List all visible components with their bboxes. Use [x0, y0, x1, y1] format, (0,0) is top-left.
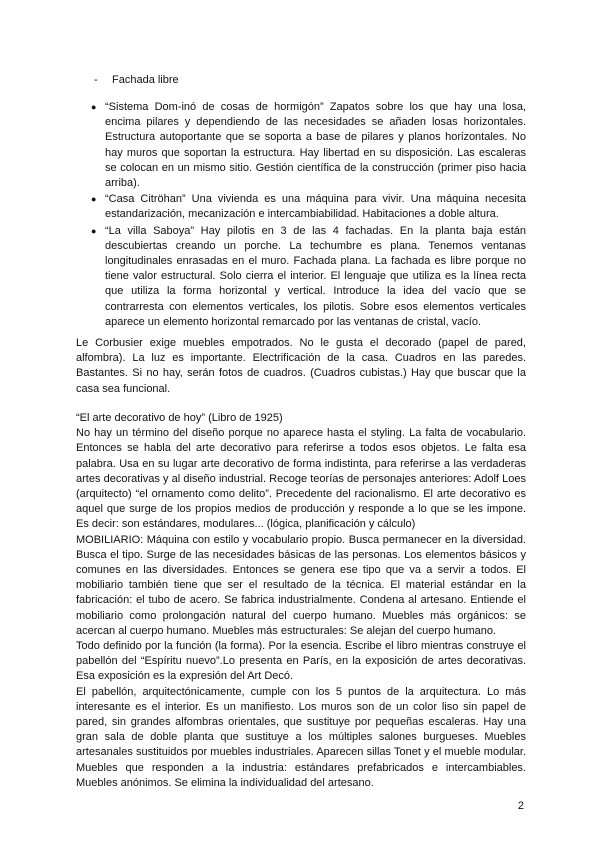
- section-paragraph: No hay un término del diseño porque no aparece hasta el styling. La falta de vocabulario. Entonces se habla del arte decorativo para referirse a todos esos objetos. Le falta esa palabra. Usa en su lugar arte decorativo de forma indistinta, para referirse a las verdaderas artes decorativas y al diseño industrial. Recoge teorías de personajes anteriores: Adolf Loes (arquitecto) “el ornamento como delito”. Precedente del racionalismo. El arte decorativo es aquel que surge de los propios medios de producción y responde a lo que se les impone. Es decir: son estándares, modulares... (lógica, planificación y cálculo): [76, 427, 526, 531]
- section-heading: “El arte decorativo de hoy” (Libro de 1925): [76, 412, 283, 424]
- section-paragraph: MOBILIARIO: Máquina con estilo y vocabulario propio. Busca permanecer en la diversidad. Busca el tipo. Surge de las necesidades básicas de las personas. Los elementos básicos y comunes en las diversidades. Entonces se genera ese tipo que va a servir a todos. El mobiliario también tiene que ser el resultado de la técnica. El material estándar en la fabricación: el tubo de acero. Se fabrica industrialmente. Condena al artesano. Entiende el mobiliario como prolongación natural del cuerpo humano. Muebles más orgánicos: se acercan al cuerpo humano. Muebles más estructurales: Se alejan del cuerpo humano.: [76, 533, 526, 637]
- section-paragraph: Todo definido por la función (la forma). Por la esencia. Escribe el libro mientras construye el pabellón del “Espíritu nuevo”.Lo presenta en París, en la exposición de artes decorativas. Esa exposición es la expresión del Art Decó.: [76, 640, 526, 683]
- section-paragraph: El pabellón, arquitectónicamente, cumple con los 5 puntos de la arquitectura. Lo más interesante es el interior. Es un manifiesto. Los muros son de un color liso sin papel de pared, sin grandes alfombras orientales, que sustituye por pequeñas escaleras. Hay una gran sala de doble planta que sustituye a los múltiples salones burgueses. Muebles artesanales sustituidos por muebles industriales. Aparecen sillas Tonet y el mueble modular. Muebles que responden a la industria: estándares prefabricados e intercambiables. Muebles anónimos. Se elimina la individualidad del artesano.: [76, 685, 526, 789]
- bullet-icon: ●: [91, 194, 97, 205]
- dash-marker: -: [94, 74, 98, 86]
- bullet-text: “La villa Saboya” Hay pilotis en 3 de las 4 fachadas. En la planta baja están descubiertas creando un porche. La techumbre es plana. Tenemos ventanas longitudinales enrasadas en el muro. Fachada plana. La fachada es libre porque no tiene valor estructural. Solo cierra el interior. El lenguaje que utiliza es la línea recta que utiliza la forma horizontal y vertical. Introduce la idea del vacío que se contrarresta con elementos verticales, los pilotis. Sobre esos elementos verticales aparece un elemento horizontal remarcado por las ventanas de cristal, vacío.: [105, 224, 526, 328]
- bullet-icon: ●: [91, 225, 97, 236]
- dash-list-item: [94, 73, 179, 88]
- bullet-item-saboya: [91, 224, 526, 330]
- paragraph-text: Le Corbusier exige muebles empotrados. No le gusta el decorado (papel de pared, alfombra). La luz es importante. Electrificación de la casa. Cuadros en las paredes. Bastantes. Si no hay, serán fotos de cuadros. (Cuadros cubistas.) Hay que buscar que la casa sea funcional.: [76, 337, 526, 395]
- page-number: 2: [517, 800, 524, 812]
- bullet-icon: ●: [91, 102, 97, 112]
- corbusier-paragraph: [76, 336, 526, 397]
- arte-decorativo-section: [76, 411, 526, 791]
- bullet-item-dom-ino: [91, 100, 526, 191]
- bullet-text: “Casa Citröhan” Una vivienda es una máquina para vivir. Una máquina necesita estandarización, mecanización e intercambiabilidad. Habitaciones a doble altura.: [105, 193, 526, 221]
- dash-item-text: Fachada libre: [112, 74, 179, 86]
- bullet-text: “Sistema Dom-inó de cosas de hormigón” Zapatos sobre los que hay una losa, encima pilares y dependiendo de las necesidades se añaden losas horizontales. Estructura autoportante que se soporta a base de pilares y planos horizontales. No hay muros que soportan la estructura. Hay libertad en su disposición. Las escaleras se colocan en un mismo sitio. Gestión científica de la construcción (primer piso hacia arriba).: [105, 101, 526, 190]
- bullet-item-citrohan: [91, 192, 526, 222]
- bullet-list: [91, 100, 526, 330]
